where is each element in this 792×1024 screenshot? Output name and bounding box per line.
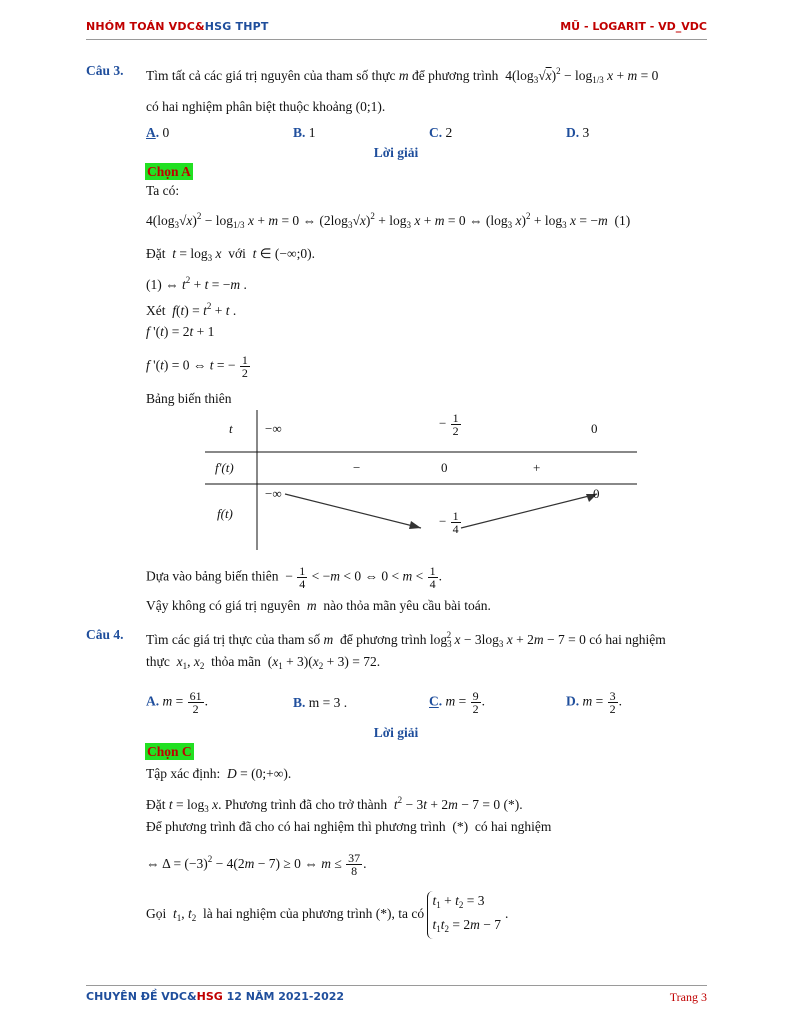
q4-option-b: B. m = 3 . (293, 695, 348, 710)
question-3-label: Câu 3. (86, 63, 124, 78)
q3-substitution: Đặt $t = \log_3 x$ với t ∈ (−∞;0). (146, 246, 316, 263)
q4-option-d: D. m = $\frac{3}{2}$ . (566, 689, 622, 716)
table-f-minus-inf: −∞ (265, 486, 282, 501)
q3-equation-2: (1) ⇔ $t^2 + t = -m$ . (146, 275, 247, 292)
question-4-label: Câu 4. (86, 627, 124, 642)
q4-substitution: Đặt $t = \log_3 x$. Phương trình đã cho trở thành $t^2 - 3t + 2m - 7 = 0$ (*). (146, 795, 523, 814)
q3-inequality: Dựa vào bảng biến thiên − $\frac{1}{4}$ < −m < 0 ⇔ 0 < m < $\frac{1}{4}$ . (146, 564, 442, 591)
table-fp-positive: + (533, 460, 541, 475)
q3-derivative-zero: f '(t) = 0 ⇔ t = − $\frac{1}{2}$ (146, 353, 248, 380)
q3-option-d: D. 3 (566, 125, 590, 140)
q4-discriminant: ⇔ $\Delta = (-3)^2 - 4(2m - 7) \ge 0$ ⇔ m ≤ $\frac{37}{8}$ . (146, 851, 367, 879)
header-group-name: NHÓM TOÁN VDC&HSG THPT (86, 20, 269, 33)
question-3-text-cont: có hai nghiệm phân biệt thuộc khoảng (0;1). (146, 99, 386, 114)
page-footer (86, 985, 707, 1007)
q3-solution-title: Lời giải (373, 145, 419, 160)
q3-option-a: A. 0 (146, 125, 170, 140)
vieta-system: $t_1 + t_2 = 3$ $t_1t_2 = 2m - 7$ (427, 891, 505, 939)
q3-option-c: C. 2 (429, 125, 453, 140)
question-4-text: Tìm các giá trị thực của tham số m để phương trình $\log_3^2 x - 3\log_3$ x + 2m − 7 = 0 có hai nghiệm (146, 630, 666, 649)
q4-vieta: Gọi $t_1$, $t_2$ là hai nghiệm của phương trình (*), ta có $t_1 + t_2 = 3$ $t_1t_2 = 2m - 7$. (146, 891, 508, 939)
table-row-fp-label: f'(t) (215, 460, 234, 475)
table-f-zero: 0 (593, 486, 600, 501)
q4-option-c: C. m = $\frac{9}{2}$ . (429, 689, 485, 716)
page-number: Trang 3 (669, 990, 707, 1004)
table-f-min: − $\frac{1}{4}$ (439, 509, 459, 536)
header-topic: MŨ - LOGARIT - VD_VDC (560, 20, 707, 33)
q3-define-f: Xét $f(t) = t^2 + t$ . (146, 301, 237, 318)
table-row-f-label: f(t) (217, 506, 233, 521)
table-t-critical: − $\frac{1}{2}$ (439, 411, 459, 438)
question-3-text: Tìm tất cả các giá trị nguyên của tham số thực m để phương trình $4(\log_3√x)^2 - \log_{1/3} x + m = 0$ (146, 66, 659, 85)
q4-domain: Tập xác định: D = (0;+∞). (146, 766, 292, 781)
table-t-zero: 0 (591, 421, 598, 436)
q3-equation-1: $4(\log_3√x)^2 - \log_{1/3} x + m = 0$ ⇔ $(2\log_3√x)^2 + \log_3 x + m = 0$ ⇔ ($\log_3$ $x)^2 + \log_3 x = -m$ (1) (146, 211, 631, 230)
q3-table-title: Bảng biến thiên (146, 391, 232, 406)
q3-option-b: B. 1 (293, 125, 316, 140)
footer-series-title: CHUYÊN ĐỀ VDC&HSG 12 NĂM 2021-2022 (86, 990, 345, 1003)
table-row-t-label: t (229, 421, 233, 436)
variation-table (205, 410, 637, 550)
table-fp-negative: − (353, 460, 361, 475)
page-header (86, 20, 707, 40)
q4-solution-title: Lời giải (373, 725, 419, 740)
table-fp-zero: 0 (441, 460, 448, 475)
q3-derivative: f '(t) = 2t + 1 (146, 324, 215, 339)
q3-conclusion: Vậy không có giá trị nguyên m nào thỏa mãn yêu cầu bài toán. (146, 598, 491, 613)
q4-option-a: A. m = $\frac{61}{2}$ . (146, 689, 208, 716)
q3-choice-badge: Chọn A (147, 164, 191, 179)
table-t-minus-inf: −∞ (265, 421, 282, 436)
q3-ta-co: Ta có: (146, 183, 180, 198)
q4-choice-badge: Chọn C (147, 744, 192, 759)
question-4-text-cont: thực $x_1$, $x_2$ thỏa mãn $(x_1 + 3)(x_2 + 3) = 72$. (146, 654, 381, 671)
q4-condition: Để phương trình đã cho có hai nghiệm thì phương trình (*) có hai nghiệm (146, 819, 552, 834)
